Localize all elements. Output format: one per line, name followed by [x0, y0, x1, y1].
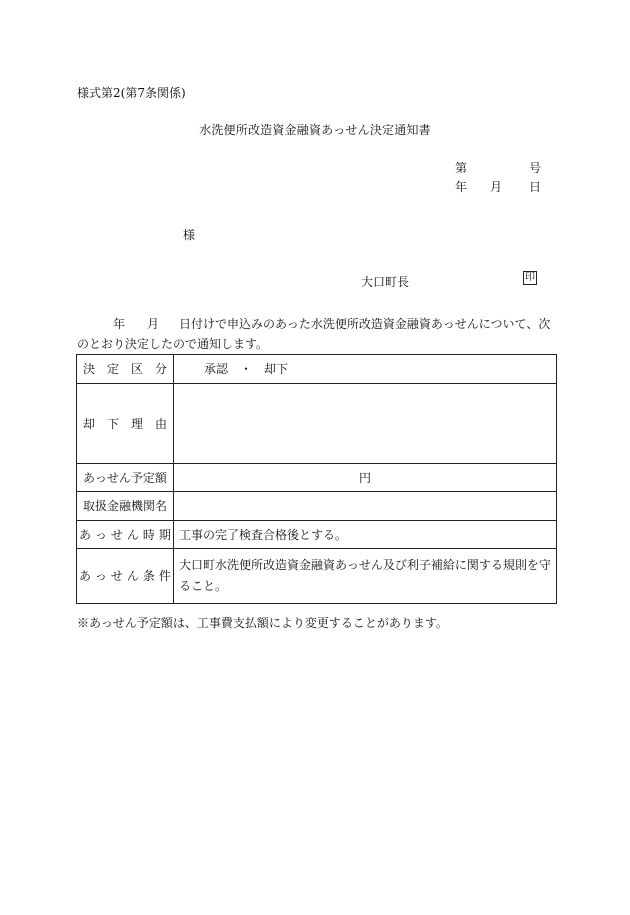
conditions-line1: 大口町水洗便所改造資金融資あっせん及び利子補給に関する規則を守	[179, 558, 551, 572]
label-financial-institution: 取扱金融機関名	[77, 492, 174, 521]
conditions-line2: ること。	[179, 579, 228, 593]
label-decision-category: 決定区分	[77, 355, 174, 384]
form-number: 様式第2(第7条関係)	[77, 86, 186, 100]
value-financial-institution	[174, 492, 557, 521]
footnote: ※あっせん予定額は、工事費支払額により変更することがあります。	[77, 616, 448, 630]
value-rejection-reason	[174, 384, 557, 464]
date-day-label: 日	[529, 180, 542, 194]
intro-line1-text: 日付けで申込みのあった水洗便所改造資金融資あっせんについて、次	[179, 317, 551, 331]
intro-line2-text: のとおり決定したので通知します。	[77, 337, 269, 351]
seal-mark: 印	[525, 272, 535, 283]
table-row	[77, 549, 557, 604]
label-conditions: あっせん条件	[77, 549, 174, 604]
table-row	[77, 521, 557, 549]
label-timing: あっせん時期	[77, 521, 174, 549]
decision-table	[76, 354, 557, 604]
table-row	[77, 492, 557, 521]
label-rejection-reason: 却下理由	[77, 384, 174, 464]
value-decision-category: 承認 ・ 却下	[174, 355, 557, 384]
label-planned-amount: あっせん予定額	[77, 464, 174, 492]
table-row	[77, 355, 557, 384]
intro-month-label: 月	[147, 317, 160, 331]
intro-year-label: 年	[113, 317, 126, 331]
document-title: 水洗便所改造資金融資あっせん決定通知書	[199, 123, 431, 137]
table-row	[77, 464, 557, 492]
addressee-honorific: 様	[183, 228, 196, 242]
intro-paragraph	[77, 314, 557, 354]
value-planned-amount: 円	[174, 464, 557, 492]
number-prefix: 第	[455, 161, 468, 175]
value-timing: 工事の完了検査合格後とする。	[174, 521, 557, 549]
table-row	[77, 384, 557, 464]
number-suffix: 号	[529, 161, 542, 175]
date-month-label: 月	[490, 180, 503, 194]
date-year-label: 年	[455, 180, 468, 194]
value-conditions	[174, 549, 557, 604]
issuer-name: 大口町長	[361, 275, 410, 289]
